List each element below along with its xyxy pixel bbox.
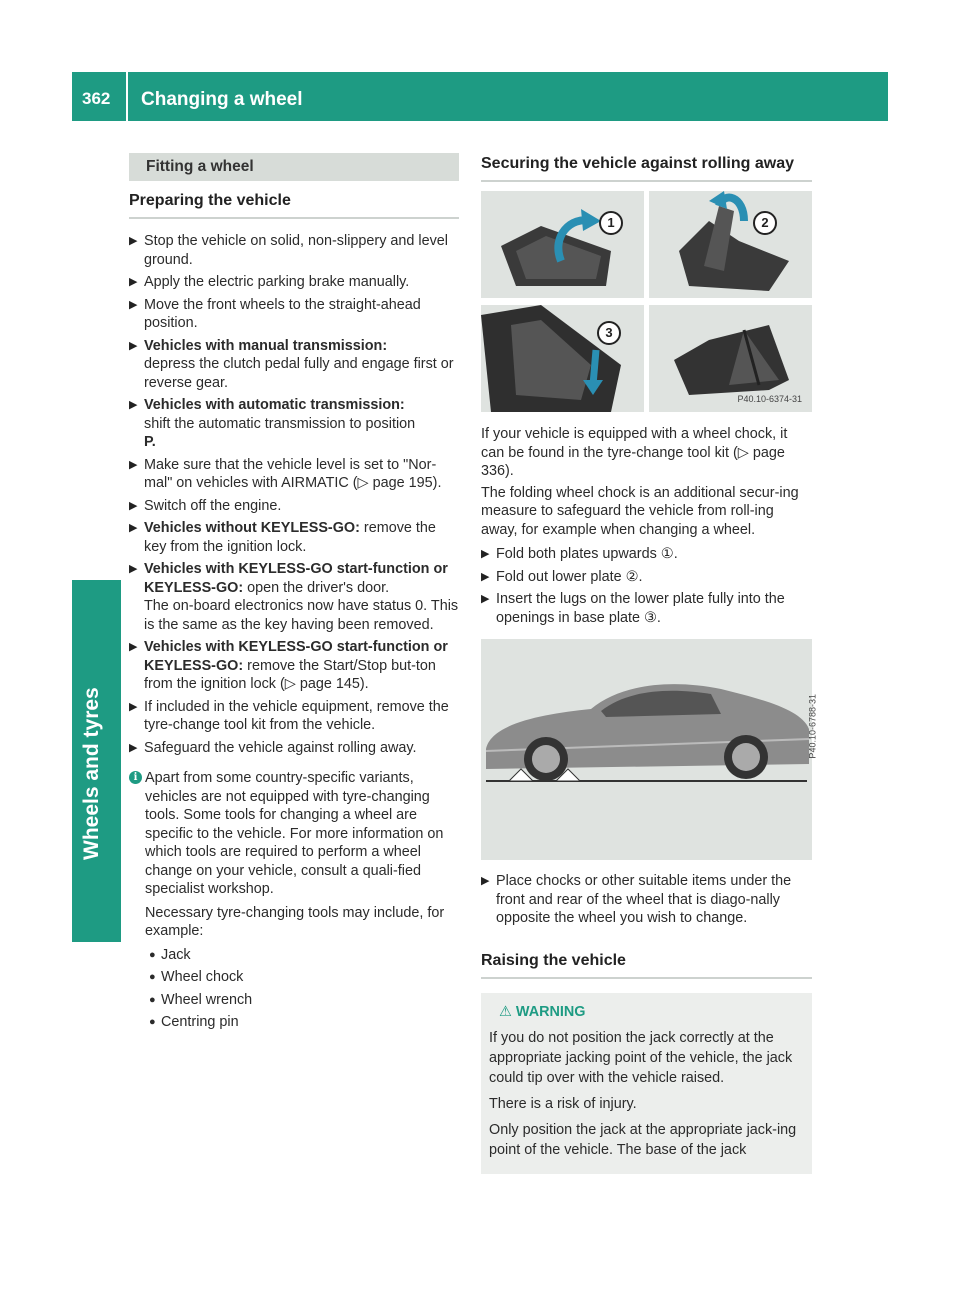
side-tab-label: Wheels and tyres [80, 687, 103, 860]
list-item: ● Jack [149, 946, 191, 963]
arrow-icon: ▶ [129, 563, 138, 575]
section-title: Fitting a wheel [129, 153, 459, 181]
figure-panel [481, 305, 644, 412]
arrow-icon: ▶ [129, 276, 138, 288]
list-item: ▶ Stop the vehicle on solid, non-slippery and level ground. [129, 233, 448, 268]
page-header [72, 72, 888, 121]
list-item: ▶ If included in the vehicle equipment, remove the tyre-change tool kit from the vehicle. [129, 698, 449, 733]
list-item: ● Wheel wrench [149, 991, 253, 1008]
figure-panel [649, 305, 812, 412]
chock-placement-steps [481, 872, 812, 928]
figure-code: P40.10-6788-31 [808, 694, 818, 759]
list-item: ▶ Vehicles with KEYLESS-GO start-function or KEYLESS-GO: open the driver's door. The on-board electronics now have status 0. This is the same as the key having been removed. [129, 561, 459, 633]
list-item: ▶ Vehicles without KEYLESS-GO: remove the key from the ignition lock. [129, 520, 436, 555]
arrow-icon: ▶ [129, 499, 138, 512]
side-tab-block [72, 882, 121, 942]
callout-2: 2 [753, 211, 777, 235]
arrow-icon: ▶ [129, 339, 138, 352]
bullet-icon: ● [149, 971, 156, 983]
info-note [129, 769, 459, 1032]
figure-code: P40.10-6374-31 [737, 393, 802, 404]
chock-steps [481, 545, 812, 627]
arrow-icon: ▶ [481, 875, 490, 887]
chapter-title: Changing a wheel [141, 89, 303, 110]
warning-icon: ⚠ [499, 1003, 512, 1020]
note-text: Necessary tyre-changing tools may include, for example: [145, 904, 445, 939]
list-item: ▶ Vehicles with KEYLESS-GO start-function or KEYLESS-GO: remove the Start/Stop but-ton from the ignition lock (▷ page 145). [129, 639, 448, 692]
page-number: 362 [82, 89, 111, 108]
note-text: Apart from some country-specific variants, vehicles are not equipped with tyre-changing tools. Some tools for changing a wheel are specific to the vehicle. For more information on which tools are required to perform a wheel change on your vehicle, consult a quali-fied specialist workshop. [145, 770, 444, 897]
warning-title: ⚠ WARNING [499, 1003, 586, 1020]
arrow-icon: ▶ [129, 399, 138, 411]
preparing-steps [129, 232, 459, 757]
heading-securing: Securing the vehicle against rolling away [481, 153, 812, 182]
arrow-icon: ▶ [129, 298, 138, 311]
arrow-icon: ▶ [129, 700, 138, 713]
list-item: ● Wheel chock [149, 969, 244, 985]
paragraph: If your vehicle is equipped with a wheel chock, it can be found in the tyre-change tool kit (▷ page 336). [481, 426, 788, 479]
bullet-icon: ● [149, 993, 156, 1006]
list-item: ▶ Insert the lugs on the lower plate fully into the openings in base plate ③. [481, 591, 785, 626]
list-item: ▶ Place chocks or other suitable items under the front and rear of the wheel that is diago-nally opposite the wheel you wish to change. [481, 873, 792, 926]
list-item: ▶ Fold both plates upwards ①. [481, 546, 678, 562]
warning-box [481, 993, 812, 1175]
callout-1: 1 [599, 211, 623, 235]
callout-3: 3 [597, 321, 621, 345]
arrow-icon: ▶ [481, 593, 490, 605]
arrow-icon: ▶ [129, 458, 138, 471]
arrow-icon: ▶ [129, 522, 138, 534]
info-icon: i [129, 771, 142, 784]
heading-raising: Raising the vehicle [481, 950, 812, 979]
list-item: ▶ Vehicles with automatic transmission: shift the automatic transmission to position P. [129, 397, 416, 450]
list-item: ▶ Apply the electric parking brake manually. [129, 274, 410, 290]
list-item: ▶ Make sure that the vehicle level is set to "Nor-mal" on vehicles with AIRMATIC (▷ page 195). [129, 456, 442, 491]
warning-text: There is a risk of injury. [489, 1096, 637, 1112]
side-tab [72, 580, 121, 882]
list-item: ▶ Switch off the engine. [129, 497, 282, 514]
right-column [481, 153, 818, 1174]
figure-panel [481, 191, 644, 298]
paragraph: The folding wheel chock is an additional secur-ing measure to safeguard the vehicle from roll-ing away, for example when changing a wheel. [481, 484, 799, 538]
bullet-icon: ● [149, 1016, 156, 1028]
list-item: ▶ Safeguard the vehicle against rolling away. [129, 739, 417, 756]
arrow-icon: ▶ [481, 548, 490, 560]
header-divider [126, 72, 128, 121]
figure-panel [649, 191, 812, 298]
arrow-icon: ▶ [129, 641, 138, 653]
bullet-icon: ● [149, 948, 156, 961]
arrow-icon: ▶ [129, 741, 138, 754]
list-item: ▶ Vehicles with manual transmission: depress the clutch pedal fully and engage first or reverse gear. [129, 337, 454, 391]
arrow-icon: ▶ [481, 570, 490, 583]
arrow-icon: ▶ [129, 235, 138, 247]
wheel-chock-figure [481, 191, 812, 413]
car-chocks-figure [481, 639, 818, 860]
list-item: ● Centring pin [149, 1014, 239, 1030]
warning-text: Only position the jack at the appropriate jack-ing point of the vehicle. The base of the jack [489, 1122, 797, 1158]
left-column [129, 153, 459, 1036]
heading-preparing: Preparing the vehicle [129, 190, 459, 219]
warning-text: If you do not position the jack correctly at the appropriate jacking point of the vehicle, the jack could tip over with the vehicle raised. [489, 1030, 793, 1086]
list-item: ▶ Fold out lower plate ②. [481, 568, 643, 585]
list-item: ▶ Move the front wheels to the straight-ahead position. [129, 296, 421, 331]
